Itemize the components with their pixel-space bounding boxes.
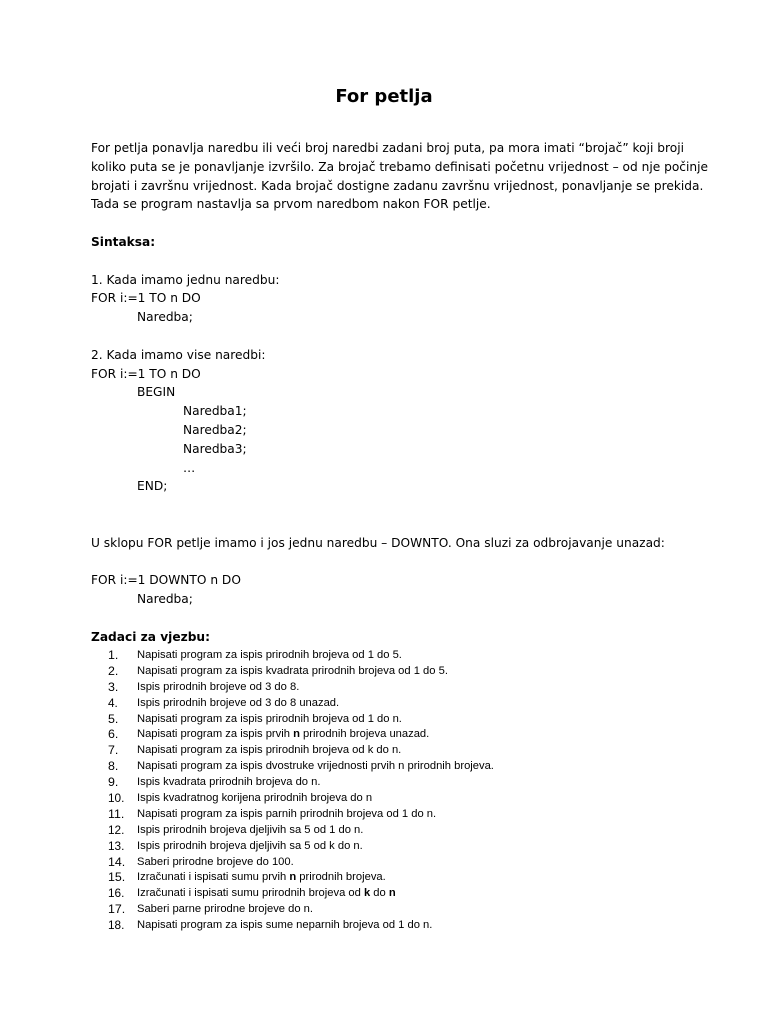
list-item-text-part: Napisati program za ispis prvih bbox=[137, 728, 294, 741]
list-item-number: 4. bbox=[108, 695, 118, 710]
list-item-text: Saberi prirodne brojeve do 100. bbox=[137, 855, 294, 868]
list-item-text: Ispis prirodnih brojeva djeljivih sa 5 od 1 do n. bbox=[137, 823, 364, 836]
list-item bbox=[108, 696, 668, 712]
list-item bbox=[108, 870, 668, 886]
list-item-text: Ispis prirodnih brojeve od 3 do 8. bbox=[137, 680, 300, 693]
exercises-heading: Zadaci za vjezbu: bbox=[91, 629, 210, 644]
list-item bbox=[108, 727, 668, 743]
document-body bbox=[91, 139, 708, 647]
list-item bbox=[108, 839, 668, 855]
list-item-number: 6. bbox=[108, 727, 119, 742]
list-item bbox=[108, 648, 668, 664]
list-item-text: Napisati program za ispis kvadrata prirodnih brojeva od 1 do 5. bbox=[137, 664, 448, 677]
list-item-text: Napisati program za ispis parnih prirodnih brojeva od 1 do n. bbox=[137, 807, 437, 820]
list-item-text: Napisati program za ispis prirodnih brojeva od k do n. bbox=[137, 744, 402, 757]
downto-text: U sklopu FOR petlje imamo i jos jednu naredbu – DOWNTO. Ona sluzi za odbrojavanje unazad: bbox=[91, 535, 665, 550]
list-item bbox=[108, 759, 668, 775]
list-item-number: 11. bbox=[108, 806, 125, 821]
code-line: FOR i:=1 DOWNTO n DO bbox=[91, 573, 241, 588]
list-item bbox=[108, 823, 668, 839]
list-item-variable: n bbox=[388, 887, 396, 900]
list-item bbox=[108, 807, 668, 823]
list-item bbox=[108, 680, 668, 696]
list-item-number: 13. bbox=[108, 838, 125, 853]
list-item bbox=[108, 791, 668, 807]
intro-line: For petlja ponavlja naredbu ili veći broj naredbi zadani broj puta, pa mora imati “brojač” koji broji bbox=[91, 141, 684, 155]
code-line: … bbox=[183, 460, 196, 475]
list-item-number: 2. bbox=[108, 663, 119, 678]
list-item bbox=[108, 664, 668, 680]
list-item-text: Ispis kvadratnog korijena prirodnih brojeva do n bbox=[137, 792, 373, 805]
code-line: Naredba2; bbox=[183, 422, 247, 437]
list-item-text: Ispis prirodnih brojeva djeljivih sa 5 od k do n. bbox=[137, 839, 363, 852]
list-item-number: 7. bbox=[108, 743, 119, 758]
code-line: END; bbox=[137, 479, 168, 494]
case2-heading: 2. Kada imamo vise naredbi: bbox=[91, 347, 266, 362]
intro-line: koliko puta se je ponavljanje izvršilo. Za brojač trebamo definisati početnu vrijednost – od nje počinje bbox=[91, 159, 708, 174]
list-item-text-part: do bbox=[370, 887, 389, 900]
list-item-number: 16. bbox=[108, 886, 125, 901]
list-item bbox=[108, 775, 668, 791]
list-item-number: 18. bbox=[108, 918, 125, 933]
list-item-text: Napisati program za ispis sume neparnih brojeva od 1 do n. bbox=[137, 919, 433, 932]
code-line: Naredba3; bbox=[183, 441, 247, 456]
list-item-text: Ispis kvadrata prirodnih brojeva do n. bbox=[137, 776, 321, 789]
code-line: Naredba; bbox=[137, 310, 193, 325]
list-item-variable: n bbox=[293, 728, 300, 741]
code-line: Naredba; bbox=[137, 592, 193, 607]
exercise-list bbox=[108, 648, 668, 934]
code-line: FOR i:=1 TO n DO bbox=[91, 366, 201, 381]
list-item-number: 5. bbox=[108, 711, 119, 726]
list-item-text: Saberi parne prirodne brojeve do n. bbox=[137, 903, 314, 916]
list-item-number: 3. bbox=[108, 679, 119, 694]
list-item-number: 12. bbox=[108, 822, 125, 837]
code-line: FOR i:=1 TO n DO bbox=[91, 291, 201, 306]
page-title: For petlja bbox=[335, 86, 433, 107]
list-item-text: Napisati program za ispis dvostruke vrijednosti prvih n prirodnih brojeva. bbox=[137, 760, 494, 773]
list-item-number: 17. bbox=[108, 902, 126, 917]
intro-line: brojati i završnu vrijednost. Kada brojač dostigne zadanu završnu vrijednost, ponavljanje se prekida. bbox=[91, 178, 704, 193]
list-item bbox=[108, 902, 668, 918]
list-item-text-part: prirodnih brojeva. bbox=[296, 871, 386, 884]
list-item-number: 8. bbox=[108, 759, 119, 774]
list-item-text: Napisati program za ispis prirodnih brojeva od 1 do 5. bbox=[137, 649, 402, 661]
code-line: BEGIN bbox=[137, 385, 176, 400]
list-item-number: 14. bbox=[108, 854, 126, 869]
list-item-number: 1. bbox=[108, 648, 119, 662]
list-item-text: Napisati program za ispis prirodnih brojeva od 1 do n. bbox=[137, 712, 402, 725]
list-item-number: 10. bbox=[108, 791, 125, 806]
list-item bbox=[108, 918, 668, 934]
intro-line: Tada se program nastavlja sa prvom naredbom nakon FOR petlje. bbox=[91, 197, 491, 212]
syntax-heading: Sintaksa: bbox=[91, 234, 156, 249]
case1-heading: 1. Kada imamo jednu naredbu: bbox=[91, 272, 280, 287]
list-item-number: 9. bbox=[108, 775, 119, 790]
code-line: Naredba1; bbox=[183, 404, 247, 419]
list-item-text bbox=[137, 727, 429, 743]
list-item-text bbox=[137, 886, 396, 902]
list-item-variable: k bbox=[363, 887, 371, 900]
list-item-variable: n bbox=[289, 871, 297, 884]
list-item-text: Ispis prirodnih brojeve od 3 do 8 unazad. bbox=[137, 696, 340, 709]
list-item bbox=[108, 712, 668, 728]
list-item-text-part: prirodnih brojeva unazad. bbox=[299, 728, 430, 741]
list-item-text-part: Izračunati i ispisati sumu prvih bbox=[137, 871, 290, 884]
list-item bbox=[108, 886, 668, 902]
list-item-number: 15. bbox=[108, 870, 126, 885]
list-item bbox=[108, 855, 668, 871]
list-item bbox=[108, 743, 668, 759]
list-item-text bbox=[137, 870, 386, 886]
list-item-text-part: Izračunati i ispisati sumu prirodnih brojeva od bbox=[137, 887, 364, 900]
